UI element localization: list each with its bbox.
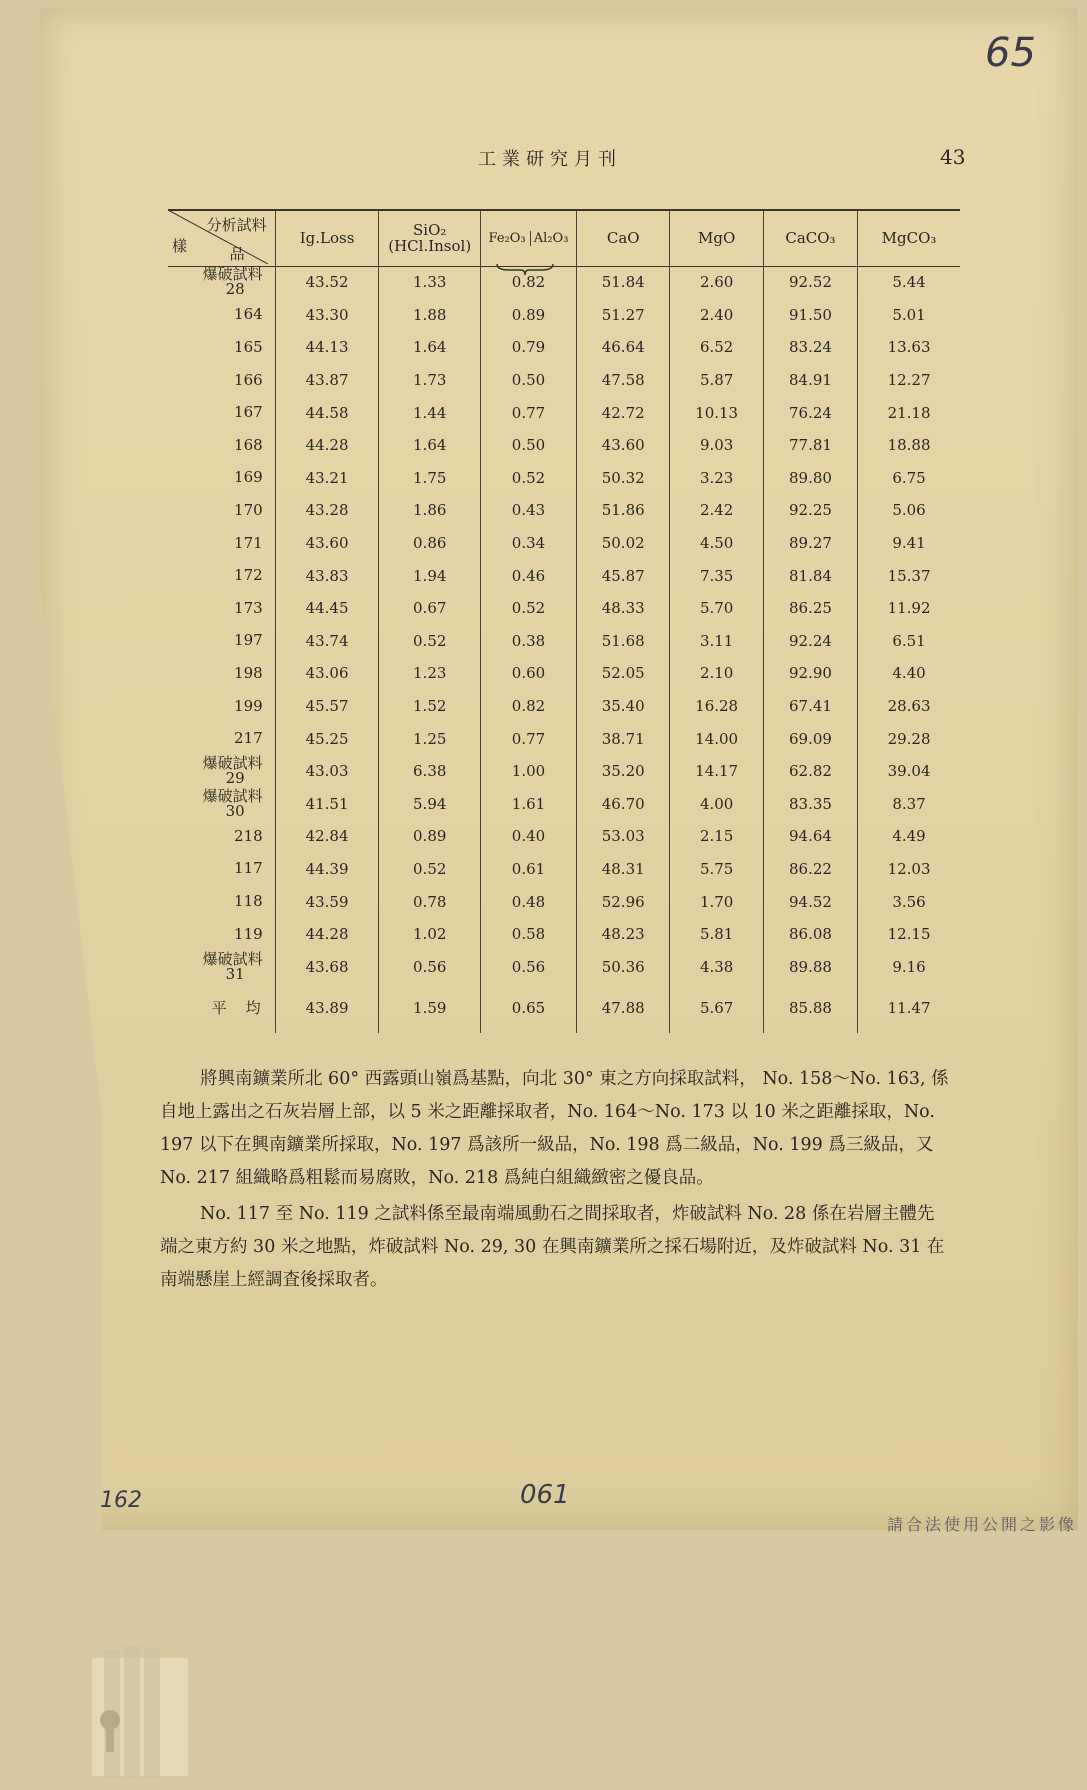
sample-cell (168, 559, 275, 592)
sample-cell (168, 462, 275, 495)
value-cell: 35.40 (576, 690, 669, 723)
value-cell: 1.61 (481, 788, 577, 821)
sample-cell (168, 331, 275, 364)
sample-cell (168, 396, 275, 429)
value-cell: 44.28 (275, 429, 379, 462)
analysis-table (168, 210, 960, 1033)
value-cell: 47.88 (576, 983, 669, 1033)
table-row (168, 592, 960, 625)
sample-label: 119 (234, 924, 263, 943)
value-cell: 11.47 (858, 983, 960, 1033)
value-cell: 1.86 (379, 494, 481, 527)
sample-label: 118 (234, 892, 263, 911)
table-row (168, 266, 960, 299)
value-cell: 5.01 (858, 299, 960, 332)
table-row (168, 690, 960, 723)
value-cell: 5.87 (670, 364, 763, 397)
sample-number: 30 (225, 801, 245, 820)
value-cell: 0.82 (481, 690, 577, 723)
table-row (168, 462, 960, 495)
value-cell: 53.03 (576, 820, 669, 853)
value-cell: 51.27 (576, 299, 669, 332)
value-cell: 52.96 (576, 885, 669, 918)
value-cell: 2.42 (670, 494, 763, 527)
value-cell: 67.41 (763, 690, 857, 723)
value-cell: 83.35 (763, 788, 857, 821)
table-row (168, 657, 960, 690)
col-al2o3: Al₂O₃ (530, 231, 569, 246)
value-cell: 11.92 (858, 592, 960, 625)
value-cell: 43.83 (275, 559, 379, 592)
value-cell: 4.00 (670, 788, 763, 821)
value-cell: 92.25 (763, 494, 857, 527)
value-cell: 86.25 (763, 592, 857, 625)
sample-cell (168, 494, 275, 527)
value-cell: 1.94 (379, 559, 481, 592)
col-sio2-label: SiO₂ (413, 221, 447, 239)
sample-label: 167 (234, 403, 263, 422)
sample-cell (168, 527, 275, 560)
table-row (168, 429, 960, 462)
table-row (168, 918, 960, 951)
value-cell: 44.45 (275, 592, 379, 625)
value-cell: 62.82 (763, 755, 857, 788)
value-cell: 9.03 (670, 429, 763, 462)
value-cell: 0.40 (481, 820, 577, 853)
value-cell: 1.75 (379, 462, 481, 495)
value-cell: 0.43 (481, 494, 577, 527)
value-cell: 3.11 (670, 625, 763, 658)
col-sio2-sub: (HCl.Insol) (388, 237, 472, 255)
value-cell: 44.39 (275, 853, 379, 886)
value-cell: 7.35 (670, 559, 763, 592)
value-cell: 3.56 (858, 885, 960, 918)
value-cell: 1.73 (379, 364, 481, 397)
sample-number: 28 (225, 280, 245, 299)
value-cell: 51.86 (576, 494, 669, 527)
value-cell: 1.70 (670, 885, 763, 918)
value-cell: 0.52 (379, 625, 481, 658)
value-cell: 4.40 (858, 657, 960, 690)
value-cell: 52.05 (576, 657, 669, 690)
value-cell: 6.51 (858, 625, 960, 658)
value-cell: 2.10 (670, 657, 763, 690)
col-cao: CaO (576, 210, 669, 266)
value-cell: 1.52 (379, 690, 481, 723)
value-cell: 14.00 (670, 722, 763, 755)
value-cell: 92.52 (763, 266, 857, 299)
value-cell: 48.31 (576, 853, 669, 886)
value-cell: 92.24 (763, 625, 857, 658)
sample-label: 爆破試料 (202, 754, 263, 773)
value-cell: 9.41 (858, 527, 960, 560)
value-cell: 43.06 (275, 657, 379, 690)
handwritten-page-number: 65 (985, 30, 1036, 76)
value-cell: 89.88 (763, 950, 857, 983)
value-cell: 2.40 (670, 299, 763, 332)
value-cell: 43.21 (275, 462, 379, 495)
value-cell: 0.89 (379, 820, 481, 853)
value-cell: 89.27 (763, 527, 857, 560)
sample-label: 168 (234, 435, 263, 454)
value-cell: 6.52 (670, 331, 763, 364)
value-cell: 0.38 (481, 625, 577, 658)
table-body (168, 266, 960, 1033)
corner-top-label: 分析試料 (206, 216, 267, 234)
sample-label: 171 (234, 533, 263, 552)
col-caco3: CaCO₃ (763, 210, 857, 266)
sample-cell (168, 755, 275, 788)
value-cell: 46.64 (576, 331, 669, 364)
value-cell: 14.17 (670, 755, 763, 788)
sample-label: 平 均 (211, 998, 263, 1017)
table-row (168, 950, 960, 983)
sample-label: 169 (234, 468, 263, 487)
sample-cell (168, 364, 275, 397)
value-cell: 69.09 (763, 722, 857, 755)
sample-cell (168, 788, 275, 821)
value-cell: 5.81 (670, 918, 763, 951)
value-cell: 42.84 (275, 820, 379, 853)
value-cell: 39.04 (858, 755, 960, 788)
average-row (168, 983, 960, 1033)
sample-number: 31 (225, 964, 245, 983)
value-cell: 8.37 (858, 788, 960, 821)
sample-cell (168, 266, 275, 299)
sample-cell (168, 820, 275, 853)
sample-label: 217 (234, 729, 263, 748)
value-cell: 16.28 (670, 690, 763, 723)
value-cell: 81.84 (763, 559, 857, 592)
table-row (168, 820, 960, 853)
value-cell: 0.34 (481, 527, 577, 560)
value-cell: 2.60 (670, 266, 763, 299)
value-cell: 1.02 (379, 918, 481, 951)
sample-cell (168, 853, 275, 886)
value-cell: 35.20 (576, 755, 669, 788)
handwritten-bottom-left: 162 (100, 1488, 142, 1513)
value-cell: 43.87 (275, 364, 379, 397)
value-cell: 12.15 (858, 918, 960, 951)
table-row (168, 625, 960, 658)
sample-label: 172 (234, 566, 263, 585)
value-cell: 43.59 (275, 885, 379, 918)
value-cell: 41.51 (275, 788, 379, 821)
handwritten-bottom-center: 061 (520, 1480, 570, 1510)
sample-label: 173 (234, 598, 263, 617)
value-cell: 21.18 (858, 396, 960, 429)
value-cell: 44.28 (275, 918, 379, 951)
value-cell: 0.82 (481, 266, 577, 299)
col-ig-loss: Ig.Loss (275, 210, 379, 266)
value-cell: 0.77 (481, 722, 577, 755)
value-cell: 5.44 (858, 266, 960, 299)
value-cell: 45.57 (275, 690, 379, 723)
value-cell: 42.72 (576, 396, 669, 429)
value-cell: 0.56 (481, 950, 577, 983)
value-cell: 28.63 (858, 690, 960, 723)
sample-label: 170 (234, 500, 263, 519)
value-cell: 1.33 (379, 266, 481, 299)
sample-cell (168, 885, 275, 918)
value-cell: 1.44 (379, 396, 481, 429)
corner-bottom-label: 品 (229, 245, 245, 263)
value-cell: 1.59 (379, 983, 481, 1033)
value-cell: 43.89 (275, 983, 379, 1033)
value-cell: 3.23 (670, 462, 763, 495)
sample-cell (168, 918, 275, 951)
sample-cell (168, 722, 275, 755)
value-cell: 0.89 (481, 299, 577, 332)
table-row (168, 559, 960, 592)
value-cell: 51.68 (576, 625, 669, 658)
sample-label: 爆破試料 (202, 265, 263, 284)
value-cell: 1.88 (379, 299, 481, 332)
value-cell: 43.52 (275, 266, 379, 299)
corner-left-label: 樣 (172, 237, 188, 255)
value-cell: 48.23 (576, 918, 669, 951)
table-header-row (168, 210, 960, 266)
table-row (168, 722, 960, 755)
value-cell: 50.36 (576, 950, 669, 983)
paragraph-2: No. 117 至 No. 119 之試料係至最南端風動石之間採取者，炸破試料 No. 28 係在岩層主體先端之東方約 30 米之地點，炸破試料 No. 29, 30 在興南鑛業所之採石場附近，及炸破試料 No. 31 在南端懸崖上經調査後採取者。 (160, 1204, 945, 1290)
sample-cell (168, 690, 275, 723)
value-cell: 43.60 (576, 429, 669, 462)
sample-label: 199 (234, 696, 263, 715)
sample-label: 爆破試料 (202, 786, 263, 805)
value-cell: 6.38 (379, 755, 481, 788)
col-mgco3: MgCO₃ (858, 210, 960, 266)
sample-cell (168, 983, 275, 1033)
value-cell: 5.75 (670, 853, 763, 886)
value-cell: 51.84 (576, 266, 669, 299)
col-mgo: MgO (670, 210, 763, 266)
value-cell: 45.25 (275, 722, 379, 755)
value-cell: 50.32 (576, 462, 669, 495)
running-title: 工業研究月刊 (478, 149, 622, 170)
archive-logo-icon (64, 1640, 194, 1790)
value-cell: 91.50 (763, 299, 857, 332)
value-cell: 76.24 (763, 396, 857, 429)
value-cell: 83.24 (763, 331, 857, 364)
table-row (168, 853, 960, 886)
value-cell: 0.65 (481, 983, 577, 1033)
sample-number: 29 (225, 769, 245, 788)
value-cell: 0.52 (481, 462, 577, 495)
value-cell: 18.88 (858, 429, 960, 462)
sample-label: 爆破試料 (202, 949, 263, 968)
value-cell: 5.70 (670, 592, 763, 625)
value-cell: 0.86 (379, 527, 481, 560)
value-cell: 5.67 (670, 983, 763, 1033)
value-cell: 0.52 (481, 592, 577, 625)
value-cell: 0.50 (481, 364, 577, 397)
value-cell: 94.64 (763, 820, 857, 853)
table-row (168, 299, 960, 332)
sample-cell (168, 657, 275, 690)
value-cell: 0.58 (481, 918, 577, 951)
table-row (168, 788, 960, 821)
sample-label: 164 (234, 305, 263, 324)
sample-label: 197 (234, 631, 263, 650)
value-cell: 94.52 (763, 885, 857, 918)
sample-cell (168, 592, 275, 625)
brace-icon (495, 262, 555, 276)
value-cell: 43.28 (275, 494, 379, 527)
value-cell: 43.68 (275, 950, 379, 983)
sample-label: 198 (234, 663, 263, 682)
value-cell: 0.50 (481, 429, 577, 462)
value-cell: 29.28 (858, 722, 960, 755)
value-cell: 1.25 (379, 722, 481, 755)
value-cell: 86.22 (763, 853, 857, 886)
value-cell: 10.13 (670, 396, 763, 429)
value-cell: 0.79 (481, 331, 577, 364)
value-cell: 43.60 (275, 527, 379, 560)
value-cell: 0.60 (481, 657, 577, 690)
table-row (168, 364, 960, 397)
col-fe2o3: Fe₂O₃ (488, 230, 526, 246)
sample-cell (168, 625, 275, 658)
paragraph-1: 將興南鑛業所北 60° 西露頭山嶺爲基點，向北 30° 東之方向採取試料， No. 158～No. 163, 係自地上露出之石灰岩層上部，以 5 米之距離採取者，No. 164～No. 173 以 10 米之距離採取，No. 197 以下在興南鑛業所採取，No. 197 爲該所一級品，No. 198 爲二級品，No. 199 爲三級品，又 No. 217 組織略爲粗鬆而易腐敗，No. 218 爲純白組織緻密之優良品。 (160, 1069, 949, 1188)
value-cell: 45.87 (576, 559, 669, 592)
value-cell: 0.61 (481, 853, 577, 886)
table-row (168, 396, 960, 429)
value-cell: 1.00 (481, 755, 577, 788)
value-cell: 44.13 (275, 331, 379, 364)
value-cell: 4.38 (670, 950, 763, 983)
sample-label: 166 (234, 370, 263, 389)
value-cell: 46.70 (576, 788, 669, 821)
value-cell: 13.63 (858, 331, 960, 364)
value-cell: 12.27 (858, 364, 960, 397)
value-cell: 4.49 (858, 820, 960, 853)
value-cell: 2.15 (670, 820, 763, 853)
value-cell: 0.78 (379, 885, 481, 918)
sample-label: 117 (234, 859, 263, 878)
table-row (168, 331, 960, 364)
value-cell: 92.90 (763, 657, 857, 690)
value-cell: 89.80 (763, 462, 857, 495)
value-cell: 0.67 (379, 592, 481, 625)
value-cell: 47.58 (576, 364, 669, 397)
sample-cell (168, 429, 275, 462)
usage-watermark: 請合法使用公開之影像 (886, 1515, 1077, 1534)
table-row (168, 527, 960, 560)
value-cell: 5.94 (379, 788, 481, 821)
value-cell: 0.52 (379, 853, 481, 886)
value-cell: 85.88 (763, 983, 857, 1033)
value-cell: 0.48 (481, 885, 577, 918)
corner-header (168, 210, 275, 266)
value-cell: 44.58 (275, 396, 379, 429)
value-cell: 5.06 (858, 494, 960, 527)
value-cell: 77.81 (763, 429, 857, 462)
value-cell: 0.77 (481, 396, 577, 429)
sample-label: 218 (234, 826, 263, 845)
value-cell: 43.30 (275, 299, 379, 332)
sample-label: 165 (234, 337, 263, 356)
value-cell: 86.08 (763, 918, 857, 951)
value-cell: 1.23 (379, 657, 481, 690)
value-cell: 50.02 (576, 527, 669, 560)
value-cell: 6.75 (858, 462, 960, 495)
col-r2o3 (481, 210, 577, 266)
value-cell: 1.64 (379, 429, 481, 462)
col-sio2 (379, 210, 481, 266)
value-cell: 43.03 (275, 755, 379, 788)
value-cell: 1.64 (379, 331, 481, 364)
sample-cell (168, 950, 275, 983)
value-cell: 15.37 (858, 559, 960, 592)
value-cell: 4.50 (670, 527, 763, 560)
value-cell: 0.46 (481, 559, 577, 592)
value-cell: 48.33 (576, 592, 669, 625)
value-cell: 12.03 (858, 853, 960, 886)
table-row (168, 885, 960, 918)
value-cell: 9.16 (858, 950, 960, 983)
value-cell: 38.71 (576, 722, 669, 755)
value-cell: 84.91 (763, 364, 857, 397)
table-row (168, 755, 960, 788)
table-row (168, 494, 960, 527)
value-cell: 0.56 (379, 950, 481, 983)
sample-cell (168, 299, 275, 332)
page-number: 43 (940, 145, 966, 169)
value-cell: 43.74 (275, 625, 379, 658)
